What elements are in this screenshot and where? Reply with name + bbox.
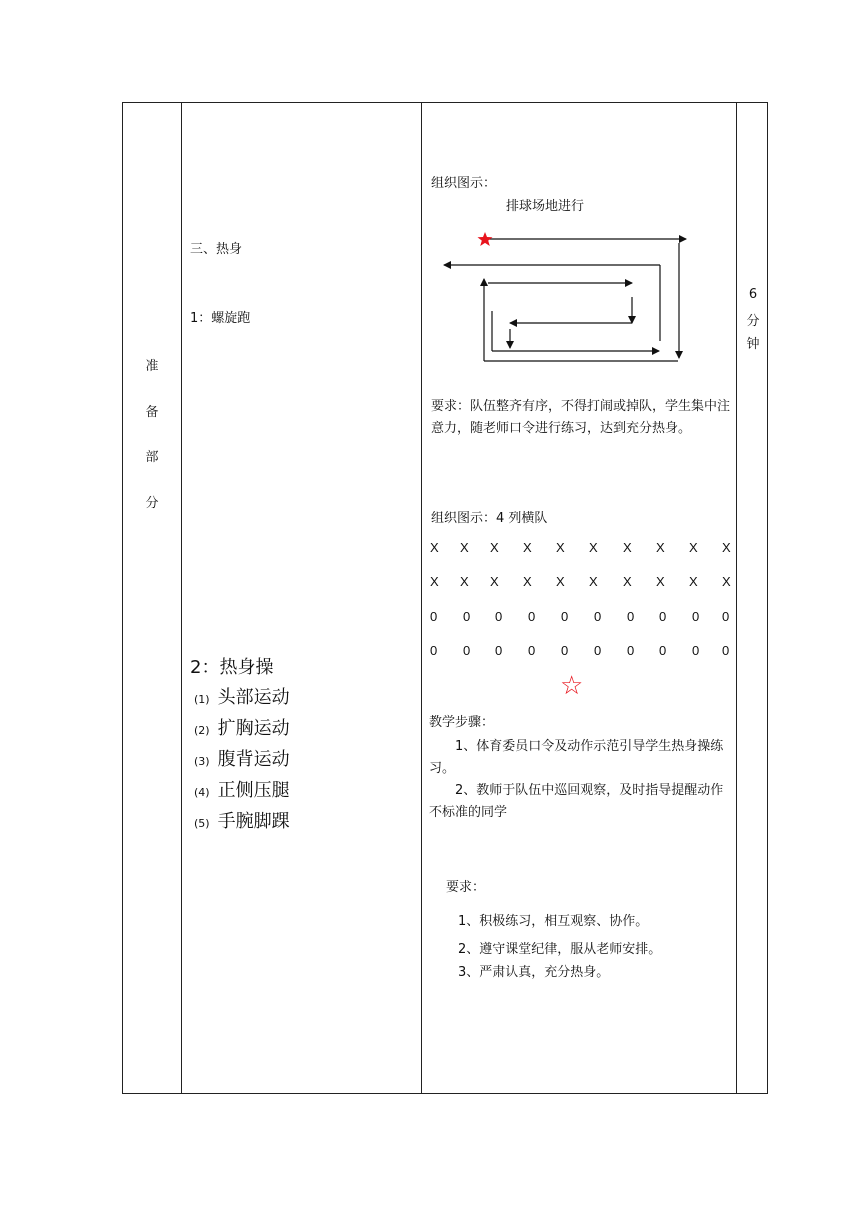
warmup-heading: 三、热身 [190,242,243,257]
section-char: 备 [145,405,159,420]
content-column [182,103,421,1093]
time-char: 钟 [746,337,760,352]
time-column [737,103,769,1093]
diagram1-label: 组织图示： [431,176,497,191]
organization-column: 组织图示： 排球场地进行 要求：队伍整齐有序，不得打闹或掉队，学生集中注意力，随老师口令进行练习，达到充分热身。 组织图示：4 列横队 X X X X X X X X X X X X X X X X X X X X 0 0 0 0 0 0 0 0 0 0 0 0 0 0 0 0 0 0 0 0 ☆ 教学步骤： 1、体育委员口令及动作示范引导学生热身操练习。 2、教师于队伍中巡回观察，及时指导提醒动作不标准的同学 要求： 1、积极练习，相互观察、协作。 2、遵守课堂纪律，服从老师安排。 3、严肃认真，充分热身。 [422,103,736,1093]
requirement-2-label: 要求： [446,880,486,895]
exercise-list [194,683,290,838]
requirement-item: 3、严肃认真，充分热身。 [458,965,610,980]
step-1: 1、体育委员口令及动作示范引导学生热身操练习。 [429,739,724,776]
section-char: 准 [145,359,159,374]
time-char: 6 [748,287,758,302]
diagram1-caption: 排球场地进行 [506,199,585,214]
requirement-1: 要求：队伍整齐有序，不得打闹或掉队，学生集中注意力，随老师口令进行练习，达到充分热身。 [431,399,731,436]
exercise-item: (5) 手腕脚踝 [194,811,290,832]
exercise-item: (3) 腹背运动 [194,749,290,770]
diagram2-label: 组织图示：4 列横队 [431,511,548,526]
exercise-item: (1) 头部运动 [194,687,290,708]
section-char: 分 [145,496,159,511]
lesson-table [122,102,768,1094]
section-char: 部 [145,450,159,465]
requirement-item: 1、积极练习，相互观察、协作。 [458,914,649,929]
exercise-item: (4) 正侧压腿 [194,780,290,801]
exercise-item: (2) 扩胸运动 [194,718,290,739]
step-2: 2、教师于队伍中巡回观察，及时指导提醒动作不标准的同学 [429,783,724,820]
warmup-exercise-title: 2：热身操 [190,657,274,678]
time-char: 分 [746,314,760,329]
requirement-item: 2、遵守课堂纪律，服从老师安排。 [458,942,662,957]
steps-label: 教学步骤： [429,715,495,730]
teacher-star-icon: ☆ [560,671,584,701]
spiral-run-diagram [422,223,736,373]
spiral-run-item: 1：螺旋跑 [190,311,251,326]
